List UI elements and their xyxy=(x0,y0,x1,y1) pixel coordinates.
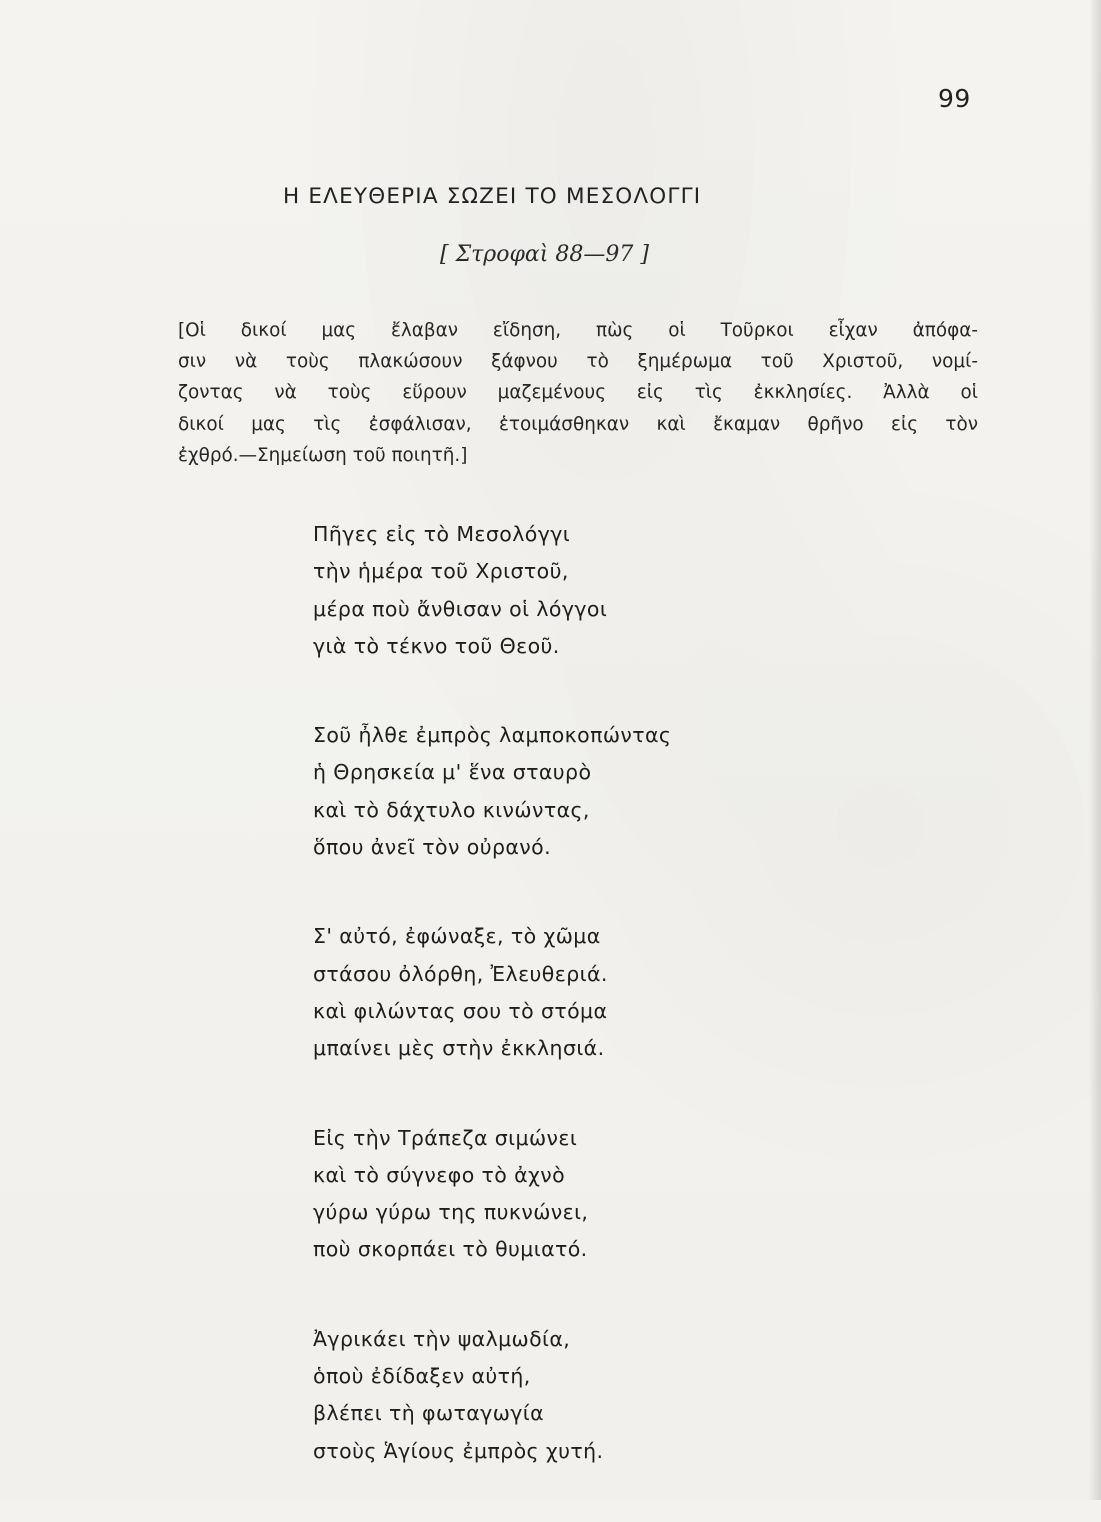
strophes-subtitle: [ Στροφαὶ 88—97 ] xyxy=(440,242,649,267)
stanza-4 xyxy=(313,1120,671,1269)
verse-line: ὅπου ἀνεῖ τὸν οὐρανό. xyxy=(313,835,551,860)
verse-line: ὁποὺ ἐδίδαξεν αὐτή, xyxy=(313,1364,531,1389)
verse-line: μπαίνει μὲς στὴν ἐκκλησιά. xyxy=(313,1036,605,1061)
verse-line: μέρα ποὺ ἄνθισαν οἱ λόγγοι xyxy=(313,596,608,621)
verse-line: γιὰ τὸ τέκνο τοῦ Θεοῦ. xyxy=(313,633,560,658)
author-note xyxy=(178,315,978,471)
stanza-2 xyxy=(313,717,671,866)
verse-line: τὴν ἡμέρα τοῦ Χριστοῦ, xyxy=(313,559,569,584)
verse-line: Σοῦ ἦλθε ἐμπρὸς λαμποκοπώντας xyxy=(313,723,672,748)
note-line: [Οἱ δικοί μας ἔλαβαν εἴδηση, πὼς οἱ Τοῦρκοι εἶχαν ἀπόφα- xyxy=(178,320,978,341)
poem xyxy=(313,516,671,1522)
stanza-5 xyxy=(313,1321,671,1470)
verse-line: γύρω γύρω της πυκνώνει, xyxy=(313,1200,589,1225)
verse-line: Εἰς τὴν Τράπεζα σιμώνει xyxy=(313,1125,578,1150)
page-title: Η ΕΛΕΥΘΕΡΙΑ ΣΩΖΕΙ ΤΟ ΜΕΣΟΛΟΓΓΙ xyxy=(283,184,702,209)
verse-line: Σ' αὐτό, ἐφώναξε, τὸ χῶμα xyxy=(313,924,601,949)
note-line: ζοντας νὰ τοὺς εὕρουν μαζεμένους εἰς τὶς ἐκκλησίες. Ἀλλὰ οἱ xyxy=(178,382,978,404)
verse-line: στάσου ὀλόρθη, Ἐλευθεριά. xyxy=(313,961,608,986)
page-edge-shadow xyxy=(1089,0,1101,1500)
verse-line: καὶ τὸ σύγνεφο τὸ ἀχνὸ xyxy=(313,1162,566,1187)
note-line: δικοί μας τὶς ἐσφάλισαν, ἑτοιμάσθηκαν καὶ ἔκαμαν θρῆνο εἰς τὸν xyxy=(178,413,978,435)
stanza-3 xyxy=(313,918,671,1067)
verse-line: ἡ Θρησκεία μ' ἕνα σταυρὸ xyxy=(313,760,592,785)
stanza-1 xyxy=(313,516,671,665)
note-line: ἐχθρό.—Σημείωση τοῦ ποιητῆ.] xyxy=(178,444,468,466)
verse-line: Πῆγες εἰς τὸ Μεσολόγγι xyxy=(313,522,571,546)
verse-line: καὶ φιλώντας σου τὸ στόμα xyxy=(313,998,608,1023)
verse-line: στοὺς Ἁγίους ἐμπρὸς χυτή. xyxy=(313,1438,604,1463)
verse-line: βλέπει τὴ φωταγωγία xyxy=(313,1401,545,1426)
verse-line: Ἀγρικάει τὴν ψαλμωδία, xyxy=(313,1326,571,1351)
note-line: σιν νὰ τοὺς πλακώσουν ξάφνου τὸ ξημέρωμα τοῦ Χριστοῦ, νομί- xyxy=(178,351,978,373)
verse-line: ποὺ σκορπάει τὸ θυμιατό. xyxy=(313,1237,588,1262)
page-number: 99 xyxy=(938,84,971,113)
verse-line: καὶ τὸ δάχτυλο κινώντας, xyxy=(313,797,590,822)
